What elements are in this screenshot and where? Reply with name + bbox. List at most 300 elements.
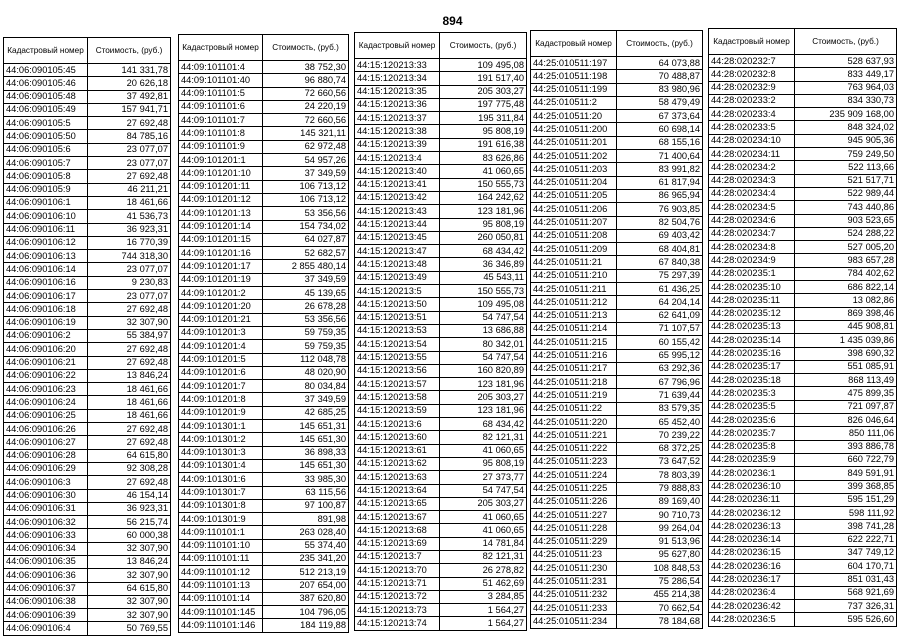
cost-cell: 83 579,35: [617, 402, 703, 415]
table-row: [531, 562, 703, 575]
table-row: [709, 440, 897, 453]
cost-cell: 23 077,07: [88, 263, 171, 276]
cadastral-number-cell: 44:25:010511:205: [531, 189, 617, 202]
cost-cell: 983 657,28: [795, 254, 897, 267]
table-row: [709, 493, 897, 506]
header-cost: Стоимость, (руб.): [440, 33, 527, 59]
table-row: [179, 486, 349, 499]
cadastral-number-cell: 44:15:120213:60: [355, 431, 440, 444]
cadastral-number-cell: 44:28:020236:14: [709, 533, 795, 546]
cost-cell: 92 308,28: [88, 462, 171, 475]
table-row: [4, 516, 171, 529]
table-row: [531, 416, 703, 429]
table-row: [531, 322, 703, 335]
cadastral-number-cell: 44:15:120213:68: [355, 524, 440, 537]
table-row: [179, 526, 349, 539]
table-row: [531, 256, 703, 269]
cost-cell: 26 278,82: [440, 564, 527, 577]
cadastral-number-cell: 44:25:010511:213: [531, 309, 617, 322]
table-row: [355, 271, 527, 284]
cost-cell: 260 050,81: [440, 231, 527, 244]
table-row: [709, 560, 897, 573]
cost-cell: 62 641,09: [617, 309, 703, 322]
cost-cell: 3 284,85: [440, 590, 527, 603]
cadastral-number-cell: 44:25:010511:2: [531, 96, 617, 109]
table-row: [355, 165, 527, 178]
table-row: [4, 622, 171, 635]
cost-cell: 67 796,96: [617, 376, 703, 389]
cadastral-number-cell: 44:15:120213:40: [355, 165, 440, 178]
cadastral-number-cell: 44:06:090106:33: [4, 529, 88, 542]
table-row: [179, 366, 349, 379]
table-row: [179, 233, 349, 246]
cost-cell: 63 115,56: [263, 486, 349, 499]
cost-cell: 52 682,57: [263, 247, 349, 260]
table-row: [179, 193, 349, 206]
table-row: [355, 497, 527, 510]
cost-cell: 75 297,39: [617, 269, 703, 282]
cost-cell: 41 536,73: [88, 210, 171, 223]
cost-cell: 60 155,42: [617, 336, 703, 349]
cadastral-number-cell: 44:09:101201:10: [179, 167, 263, 180]
cadastral-number-cell: 44:25:010511:21: [531, 256, 617, 269]
cost-cell: 45 139,65: [263, 287, 349, 300]
cost-cell: 475 899,35: [795, 387, 897, 400]
table-row: [531, 509, 703, 522]
cost-cell: 455 214,38: [617, 588, 703, 601]
table-row: [179, 260, 349, 273]
cost-cell: 64 615,80: [88, 582, 171, 595]
cost-cell: 263 028,40: [263, 526, 349, 539]
cadastral-number-cell: 44:25:010511:225: [531, 482, 617, 495]
cadastral-number-cell: 44:09:101101:5: [179, 87, 263, 100]
table-row: [4, 595, 171, 608]
cadastral-number-cell: 44:15:120213:65: [355, 497, 440, 510]
cadastral-number-cell: 44:09:110101:146: [179, 619, 263, 632]
cost-cell: 89 169,40: [617, 495, 703, 508]
table-row: [531, 110, 703, 123]
table-row: [709, 453, 897, 466]
table-header-row: [179, 35, 349, 61]
cadastral-number-cell: 44:06:090106:23: [4, 383, 88, 396]
table-row: [4, 157, 171, 170]
table-row: [179, 167, 349, 180]
table-row: [4, 303, 171, 316]
table-row: [4, 196, 171, 209]
cost-cell: 903 523,65: [795, 214, 897, 227]
cadastral-number-cell: 44:25:010511:209: [531, 243, 617, 256]
table-row: [709, 573, 897, 586]
cost-cell: 95 808,19: [440, 218, 527, 231]
table-row: [709, 108, 897, 121]
cadastral-number-cell: 44:15:120213:42: [355, 191, 440, 204]
table-row: [531, 535, 703, 548]
cost-cell: 41 060,65: [440, 444, 527, 457]
cost-cell: 24 220,19: [263, 100, 349, 113]
cost-cell: 160 820,89: [440, 364, 527, 377]
cadastral-table-3: [354, 32, 527, 631]
cadastral-number-cell: 44:09:101201:11: [179, 180, 263, 193]
cost-cell: 13 846,24: [88, 369, 171, 382]
table-row: [4, 316, 171, 329]
cost-cell: 53 356,56: [263, 313, 349, 326]
cost-cell: 387 620,80: [263, 592, 349, 605]
table-row: [4, 449, 171, 462]
cost-cell: 744 318,30: [88, 250, 171, 263]
cost-cell: 109 495,08: [440, 298, 527, 311]
cost-cell: 568 921,69: [795, 586, 897, 599]
cost-cell: 82 504,76: [617, 216, 703, 229]
table-row: [355, 351, 527, 364]
table-row: [355, 152, 527, 165]
table-row: [531, 309, 703, 322]
cost-cell: 54 747,54: [440, 351, 527, 364]
cadastral-number-cell: 44:15:120213:61: [355, 444, 440, 457]
cost-cell: 528 637,93: [795, 55, 897, 68]
cadastral-number-cell: 44:06:090106:10: [4, 210, 88, 223]
cost-cell: 27 692,48: [88, 356, 171, 369]
cost-cell: 96 880,74: [263, 74, 349, 87]
table-row: [355, 404, 527, 417]
cadastral-number-cell: 44:28:020234:5: [709, 201, 795, 214]
cost-cell: 1 435 039,86: [795, 334, 897, 347]
table-row: [179, 326, 349, 339]
cadastral-number-cell: 44:09:101101:40: [179, 74, 263, 87]
cost-cell: 191 517,40: [440, 72, 527, 85]
cadastral-number-cell: 44:09:101201:14: [179, 220, 263, 233]
cost-cell: 54 957,26: [263, 154, 349, 167]
cadastral-number-cell: 44:06:090106:27: [4, 436, 88, 449]
cadastral-number-cell: 44:25:010511:229: [531, 535, 617, 548]
table-row: [709, 214, 897, 227]
table-row: [355, 178, 527, 191]
cost-cell: 79 888,83: [617, 482, 703, 495]
cadastral-number-cell: 44:28:020233:2: [709, 94, 795, 107]
cost-cell: 33 985,30: [263, 473, 349, 486]
table-row: [179, 552, 349, 565]
table-row: [4, 263, 171, 276]
cost-cell: 27 692,48: [88, 303, 171, 316]
table-row: [4, 210, 171, 223]
cadastral-number-cell: 44:25:010511:230: [531, 562, 617, 575]
table-row: [709, 148, 897, 161]
cost-cell: 27 692,48: [88, 436, 171, 449]
header-cadastral-number: Кадастровый номер: [4, 38, 88, 64]
cadastral-number-cell: 44:25:010511:201: [531, 136, 617, 149]
table-row: [4, 462, 171, 475]
cadastral-number-cell: 44:06:090106:22: [4, 369, 88, 382]
table-row: [355, 311, 527, 324]
cost-cell: 37 492,81: [88, 90, 171, 103]
cadastral-number-cell: 44:28:020234:3: [709, 174, 795, 187]
cost-cell: 191 616,38: [440, 138, 527, 151]
cadastral-number-cell: 44:09:101201:1: [179, 154, 263, 167]
cadastral-number-cell: 44:25:010511:197: [531, 57, 617, 70]
cost-cell: 604 170,71: [795, 560, 897, 573]
cost-cell: 95 627,80: [617, 548, 703, 561]
cadastral-number-cell: 44:15:120213:34: [355, 72, 440, 85]
cost-cell: 99 264,04: [617, 522, 703, 535]
table-row: [355, 391, 527, 404]
cadastral-number-cell: 44:09:101301:1: [179, 420, 263, 433]
cost-cell: 27 692,48: [88, 423, 171, 436]
cadastral-number-cell: 44:06:090106:1: [4, 196, 88, 209]
table-row: [355, 418, 527, 431]
cadastral-number-cell: 44:09:101201:4: [179, 340, 263, 353]
table-row: [355, 537, 527, 550]
cost-cell: 205 303,27: [440, 391, 527, 404]
cadastral-number-cell: 44:28:020235:5: [709, 400, 795, 413]
table-row: [4, 409, 171, 422]
table-row: [4, 250, 171, 263]
table-row: [179, 247, 349, 260]
cost-cell: 18 461,66: [88, 396, 171, 409]
cost-cell: 64 073,88: [617, 57, 703, 70]
cadastral-number-cell: 44:28:020236:11: [709, 493, 795, 506]
table-row: [709, 480, 897, 493]
cadastral-number-cell: 44:06:090106:2: [4, 329, 88, 342]
table-row: [355, 511, 527, 524]
cost-cell: 197 775,48: [440, 98, 527, 111]
cadastral-number-cell: 44:28:020234:2: [709, 161, 795, 174]
cost-cell: 32 307,90: [88, 542, 171, 555]
table-row: [355, 338, 527, 351]
cost-cell: 106 713,12: [263, 180, 349, 193]
table-row: [709, 347, 897, 360]
cadastral-number-cell: 44:28:020234:9: [709, 254, 795, 267]
cost-cell: 60 698,14: [617, 123, 703, 136]
table-row: [709, 507, 897, 520]
table-row: [355, 112, 527, 125]
cadastral-number-cell: 44:09:110101:1: [179, 526, 263, 539]
table-row: [179, 446, 349, 459]
cost-cell: 235 909 168,00: [795, 108, 897, 121]
table-row: [4, 223, 171, 236]
table-row: [531, 296, 703, 309]
cadastral-number-cell: 44:09:101201:12: [179, 193, 263, 206]
cost-cell: 95 808,19: [440, 457, 527, 470]
cadastral-number-cell: 44:28:020236:15: [709, 546, 795, 559]
table-header-row: [355, 33, 527, 59]
cadastral-number-cell: 44:28:020232:7: [709, 55, 795, 68]
cost-cell: 46 154,14: [88, 489, 171, 502]
cadastral-number-cell: 44:06:090105:49: [4, 103, 88, 116]
cadastral-number-cell: 44:15:120213:56: [355, 364, 440, 377]
cadastral-number-cell: 44:15:120213:71: [355, 577, 440, 590]
cost-cell: 97 100,87: [263, 499, 349, 512]
cost-cell: 68 434,42: [440, 418, 527, 431]
cadastral-number-cell: 44:25:010511:220: [531, 416, 617, 429]
cost-cell: 123 181,96: [440, 404, 527, 417]
table-row: [4, 555, 171, 568]
cadastral-number-cell: 44:28:020236:16: [709, 560, 795, 573]
table-row: [709, 134, 897, 147]
table-row: [179, 154, 349, 167]
table-row: [355, 59, 527, 72]
cadastral-number-cell: 44:15:120213:50: [355, 298, 440, 311]
cost-cell: 13 686,88: [440, 324, 527, 337]
cadastral-number-cell: 44:06:090106:36: [4, 569, 88, 582]
cadastral-number-cell: 44:25:010511:221: [531, 429, 617, 442]
cost-cell: 76 903,85: [617, 203, 703, 216]
cost-cell: 157 941,71: [88, 103, 171, 116]
cadastral-number-cell: 44:09:101101:6: [179, 100, 263, 113]
cost-cell: 60 000,38: [88, 529, 171, 542]
cost-cell: 69 403,42: [617, 229, 703, 242]
cost-cell: 347 749,12: [795, 546, 897, 559]
cost-cell: 145 651,31: [263, 420, 349, 433]
header-cost: Стоимость, (руб.): [617, 31, 703, 57]
table-row: [179, 393, 349, 406]
table-row: [179, 74, 349, 87]
cost-cell: 51 462,69: [440, 577, 527, 590]
cost-cell: 869 398,46: [795, 307, 897, 320]
cost-cell: 27 692,48: [88, 117, 171, 130]
cadastral-number-cell: 44:25:010511:210: [531, 269, 617, 282]
table-row: [4, 143, 171, 156]
table-row: [179, 353, 349, 366]
cadastral-number-cell: 44:15:120213:47: [355, 245, 440, 258]
table-row: [355, 191, 527, 204]
cadastral-number-cell: 44:15:120213:70: [355, 564, 440, 577]
cadastral-number-cell: 44:06:090106:11: [4, 223, 88, 236]
table-row: [4, 77, 171, 90]
cost-cell: 36 923,31: [88, 223, 171, 236]
cadastral-number-cell: 44:09:101201:6: [179, 366, 263, 379]
cadastral-number-cell: 44:06:090106:24: [4, 396, 88, 409]
cadastral-number-cell: 44:25:010511:227: [531, 509, 617, 522]
cadastral-number-cell: 44:09:101201:19: [179, 273, 263, 286]
table-row: [179, 592, 349, 605]
cadastral-number-cell: 44:15:120213:64: [355, 484, 440, 497]
cadastral-number-cell: 44:06:090106:31: [4, 502, 88, 515]
cost-cell: 235 341,20: [263, 552, 349, 565]
table-row: [355, 298, 527, 311]
cadastral-number-cell: 44:15:120213:5: [355, 285, 440, 298]
cadastral-number-cell: 44:06:090106:16: [4, 276, 88, 289]
table-row: [179, 340, 349, 353]
cost-cell: 36 346,89: [440, 258, 527, 271]
cadastral-number-cell: 44:06:090105:7: [4, 157, 88, 170]
cadastral-number-cell: 44:28:020234:10: [709, 134, 795, 147]
table-row: [179, 61, 349, 74]
cadastral-number-cell: 44:15:120213:49: [355, 271, 440, 284]
cost-cell: 80 342,01: [440, 338, 527, 351]
header-cadastral-number: Кадастровый номер: [355, 33, 440, 59]
table-row: [179, 287, 349, 300]
table-row: [355, 617, 527, 630]
cadastral-number-cell: 44:06:090105:46: [4, 77, 88, 90]
cadastral-number-cell: 44:28:020236:4: [709, 586, 795, 599]
cadastral-number-cell: 44:15:120213:74: [355, 617, 440, 630]
table-row: [355, 577, 527, 590]
table-row: [531, 203, 703, 216]
table-row: [709, 520, 897, 533]
cost-cell: 848 324,02: [795, 121, 897, 134]
cost-cell: 112 048,78: [263, 353, 349, 366]
cadastral-number-cell: 44:09:101201:15: [179, 233, 263, 246]
table-row: [531, 123, 703, 136]
cadastral-number-cell: 44:09:101301:4: [179, 459, 263, 472]
cost-cell: 150 555,73: [440, 178, 527, 191]
cadastral-number-cell: 44:25:010511:23: [531, 548, 617, 561]
cost-cell: 83 991,82: [617, 163, 703, 176]
table-row: [531, 269, 703, 282]
header-cost: Стоимость, (руб.): [88, 38, 171, 64]
cadastral-number-cell: 44:15:120213:58: [355, 391, 440, 404]
cadastral-number-cell: 44:15:120213:67: [355, 511, 440, 524]
cost-cell: 73 647,52: [617, 455, 703, 468]
cost-cell: 184 119,88: [263, 619, 349, 632]
cadastral-number-cell: 44:06:090106:4: [4, 622, 88, 635]
table-row: [709, 467, 897, 480]
cadastral-number-cell: 44:09:110101:13: [179, 579, 263, 592]
cadastral-number-cell: 44:28:020233:4: [709, 108, 795, 121]
cost-cell: 851 031,43: [795, 573, 897, 586]
table-row: [709, 254, 897, 267]
cadastral-number-cell: 44:25:010511:208: [531, 229, 617, 242]
table-row: [531, 336, 703, 349]
table-row: [4, 369, 171, 382]
cadastral-number-cell: 44:09:101201:13: [179, 207, 263, 220]
cadastral-number-cell: 44:25:010511:216: [531, 349, 617, 362]
cadastral-number-cell: 44:28:020235:8: [709, 440, 795, 453]
cost-cell: 16 770,39: [88, 236, 171, 249]
table-row: [179, 499, 349, 512]
table-row: [179, 114, 349, 127]
table-row: [531, 495, 703, 508]
cost-cell: 195 311,84: [440, 112, 527, 125]
cadastral-number-cell: 44:09:101201:5: [179, 353, 263, 366]
cadastral-number-cell: 44:06:090105:50: [4, 130, 88, 143]
cost-cell: 123 181,96: [440, 205, 527, 218]
table-row: [179, 579, 349, 592]
table-row: [355, 98, 527, 111]
table-row: [179, 420, 349, 433]
cadastral-number-cell: 44:15:120213:48: [355, 258, 440, 271]
cost-cell: 23 077,07: [88, 290, 171, 303]
table-row: [4, 569, 171, 582]
table-row: [179, 539, 349, 552]
table-header-row: [709, 29, 897, 55]
table-row: [4, 529, 171, 542]
cadastral-number-cell: 44:25:010511:204: [531, 176, 617, 189]
table-row: [4, 489, 171, 502]
cadastral-number-cell: 44:09:101201:3: [179, 326, 263, 339]
cost-cell: 32 307,90: [88, 569, 171, 582]
table-header-row: [531, 31, 703, 57]
cost-cell: 551 085,91: [795, 360, 897, 373]
cadastral-number-cell: 44:28:020235:14: [709, 334, 795, 347]
cost-cell: 522 989,44: [795, 187, 897, 200]
table-row: [709, 600, 897, 613]
cost-cell: 164 242,62: [440, 191, 527, 204]
cadastral-number-cell: 44:06:090106:12: [4, 236, 88, 249]
cost-cell: 75 286,54: [617, 575, 703, 588]
table-row: [709, 241, 897, 254]
table-row: [355, 285, 527, 298]
cadastral-number-cell: 44:28:020232:8: [709, 68, 795, 81]
table-row: [355, 457, 527, 470]
cost-cell: 205 303,27: [440, 497, 527, 510]
cadastral-number-cell: 44:09:101101:9: [179, 140, 263, 153]
cost-cell: 63 292,36: [617, 362, 703, 375]
cadastral-number-cell: 44:28:020236:5: [709, 613, 795, 626]
cost-cell: 27 692,48: [88, 476, 171, 489]
cost-cell: 64 027,87: [263, 233, 349, 246]
cadastral-table-5: [708, 28, 897, 627]
cost-cell: 59 759,35: [263, 326, 349, 339]
